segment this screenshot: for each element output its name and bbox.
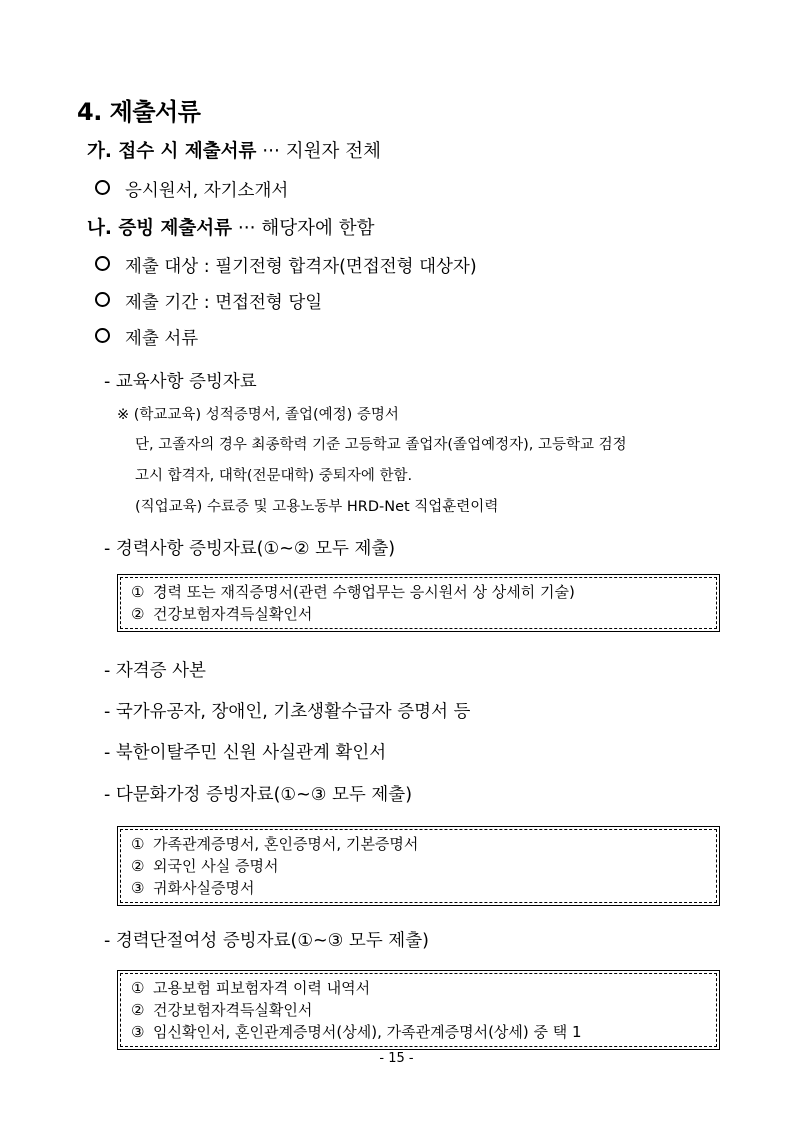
circle-bullet-icon	[95, 180, 110, 195]
list-item-text: 응시원서, 자기소개서	[125, 181, 289, 201]
list-item	[95, 253, 477, 278]
edu-note: 고시 합격자, 대학(전문대학) 중퇴자에 한함.	[135, 468, 413, 484]
heading-ga-suffix: ··· 지원자 전체	[262, 141, 381, 162]
license-heading: - 자격증 사본	[104, 661, 206, 681]
multicultural-docs-box	[120, 829, 717, 903]
edu-note: 단, 고졸자의 경우 최종학력 기준 고등학교 졸업자(졸업예정자), 고등학교 검정	[135, 437, 627, 453]
career-heading: - 경력사항 증빙자료(①~② 모두 제출)	[104, 539, 396, 559]
box-row: ① 고용보험 피보험자격 이력 내역서	[131, 979, 371, 997]
career-break-docs-box	[120, 973, 717, 1047]
list-item-text: 제출 대상 : 필기전형 합격자(면접전형 대상자)	[125, 257, 477, 277]
box-row: ② 외국인 사실 증명서	[131, 857, 279, 875]
heading-na	[87, 214, 375, 240]
multicultural-heading: - 다문화가정 증빙자료(①~③ 모두 제출)	[104, 785, 413, 805]
list-item-text: 제출 기간 : 면접전형 당일	[125, 293, 323, 313]
circle-bullet-icon	[95, 256, 110, 271]
box-row: ② 건강보험자격득실확인서	[131, 605, 313, 623]
heading-na-suffix: ··· 해당자에 한함	[237, 218, 375, 239]
box-row: ③ 임신확인서, 혼인관계증명서(상세), 가족관계증명서(상세) 중 택 1	[131, 1023, 582, 1041]
box-row: ① 가족관계증명서, 혼인증명서, 기본증명서	[131, 835, 419, 853]
edu-heading: - 교육사항 증빙자료	[104, 372, 257, 392]
heading-ga	[87, 137, 381, 163]
box-row: ② 건강보험자격득실확인서	[131, 1001, 313, 1019]
circle-bullet-icon	[95, 292, 110, 307]
box-row: ① 경력 또는 재직증명서(관련 수행업무는 응시원서 상 상세히 기술)	[131, 583, 575, 601]
list-item	[95, 289, 322, 314]
career-break-heading: - 경력단절여성 증빙자료(①~③ 모두 제출)	[104, 931, 429, 951]
career-docs-box	[120, 577, 717, 629]
heading-na-label: 나. 증빙 제출서류	[87, 218, 233, 239]
list-item	[95, 177, 288, 202]
box-row: ③ 귀화사실증명서	[131, 879, 255, 897]
edu-note: (직업교육) 수료증 및 고용노동부 HRD-Net 직업훈련이력	[135, 499, 499, 515]
heading-ga-label: 가. 접수 시 제출서류	[87, 141, 257, 162]
merit-heading: - 국가유공자, 장애인, 기초생활수급자 증명서 등	[104, 702, 471, 722]
edu-note: ※ (학교교육) 성적증명서, 졸업(예정) 증명서	[117, 407, 399, 423]
circle-bullet-icon	[95, 328, 110, 343]
defector-heading: - 북한이탈주민 신원 사실관계 확인서	[104, 743, 387, 763]
section-title: 4. 제출서류	[77, 98, 201, 126]
page-number: - 15 -	[379, 1051, 414, 1066]
list-item-text: 제출 서류	[125, 329, 199, 349]
list-item	[95, 325, 198, 350]
